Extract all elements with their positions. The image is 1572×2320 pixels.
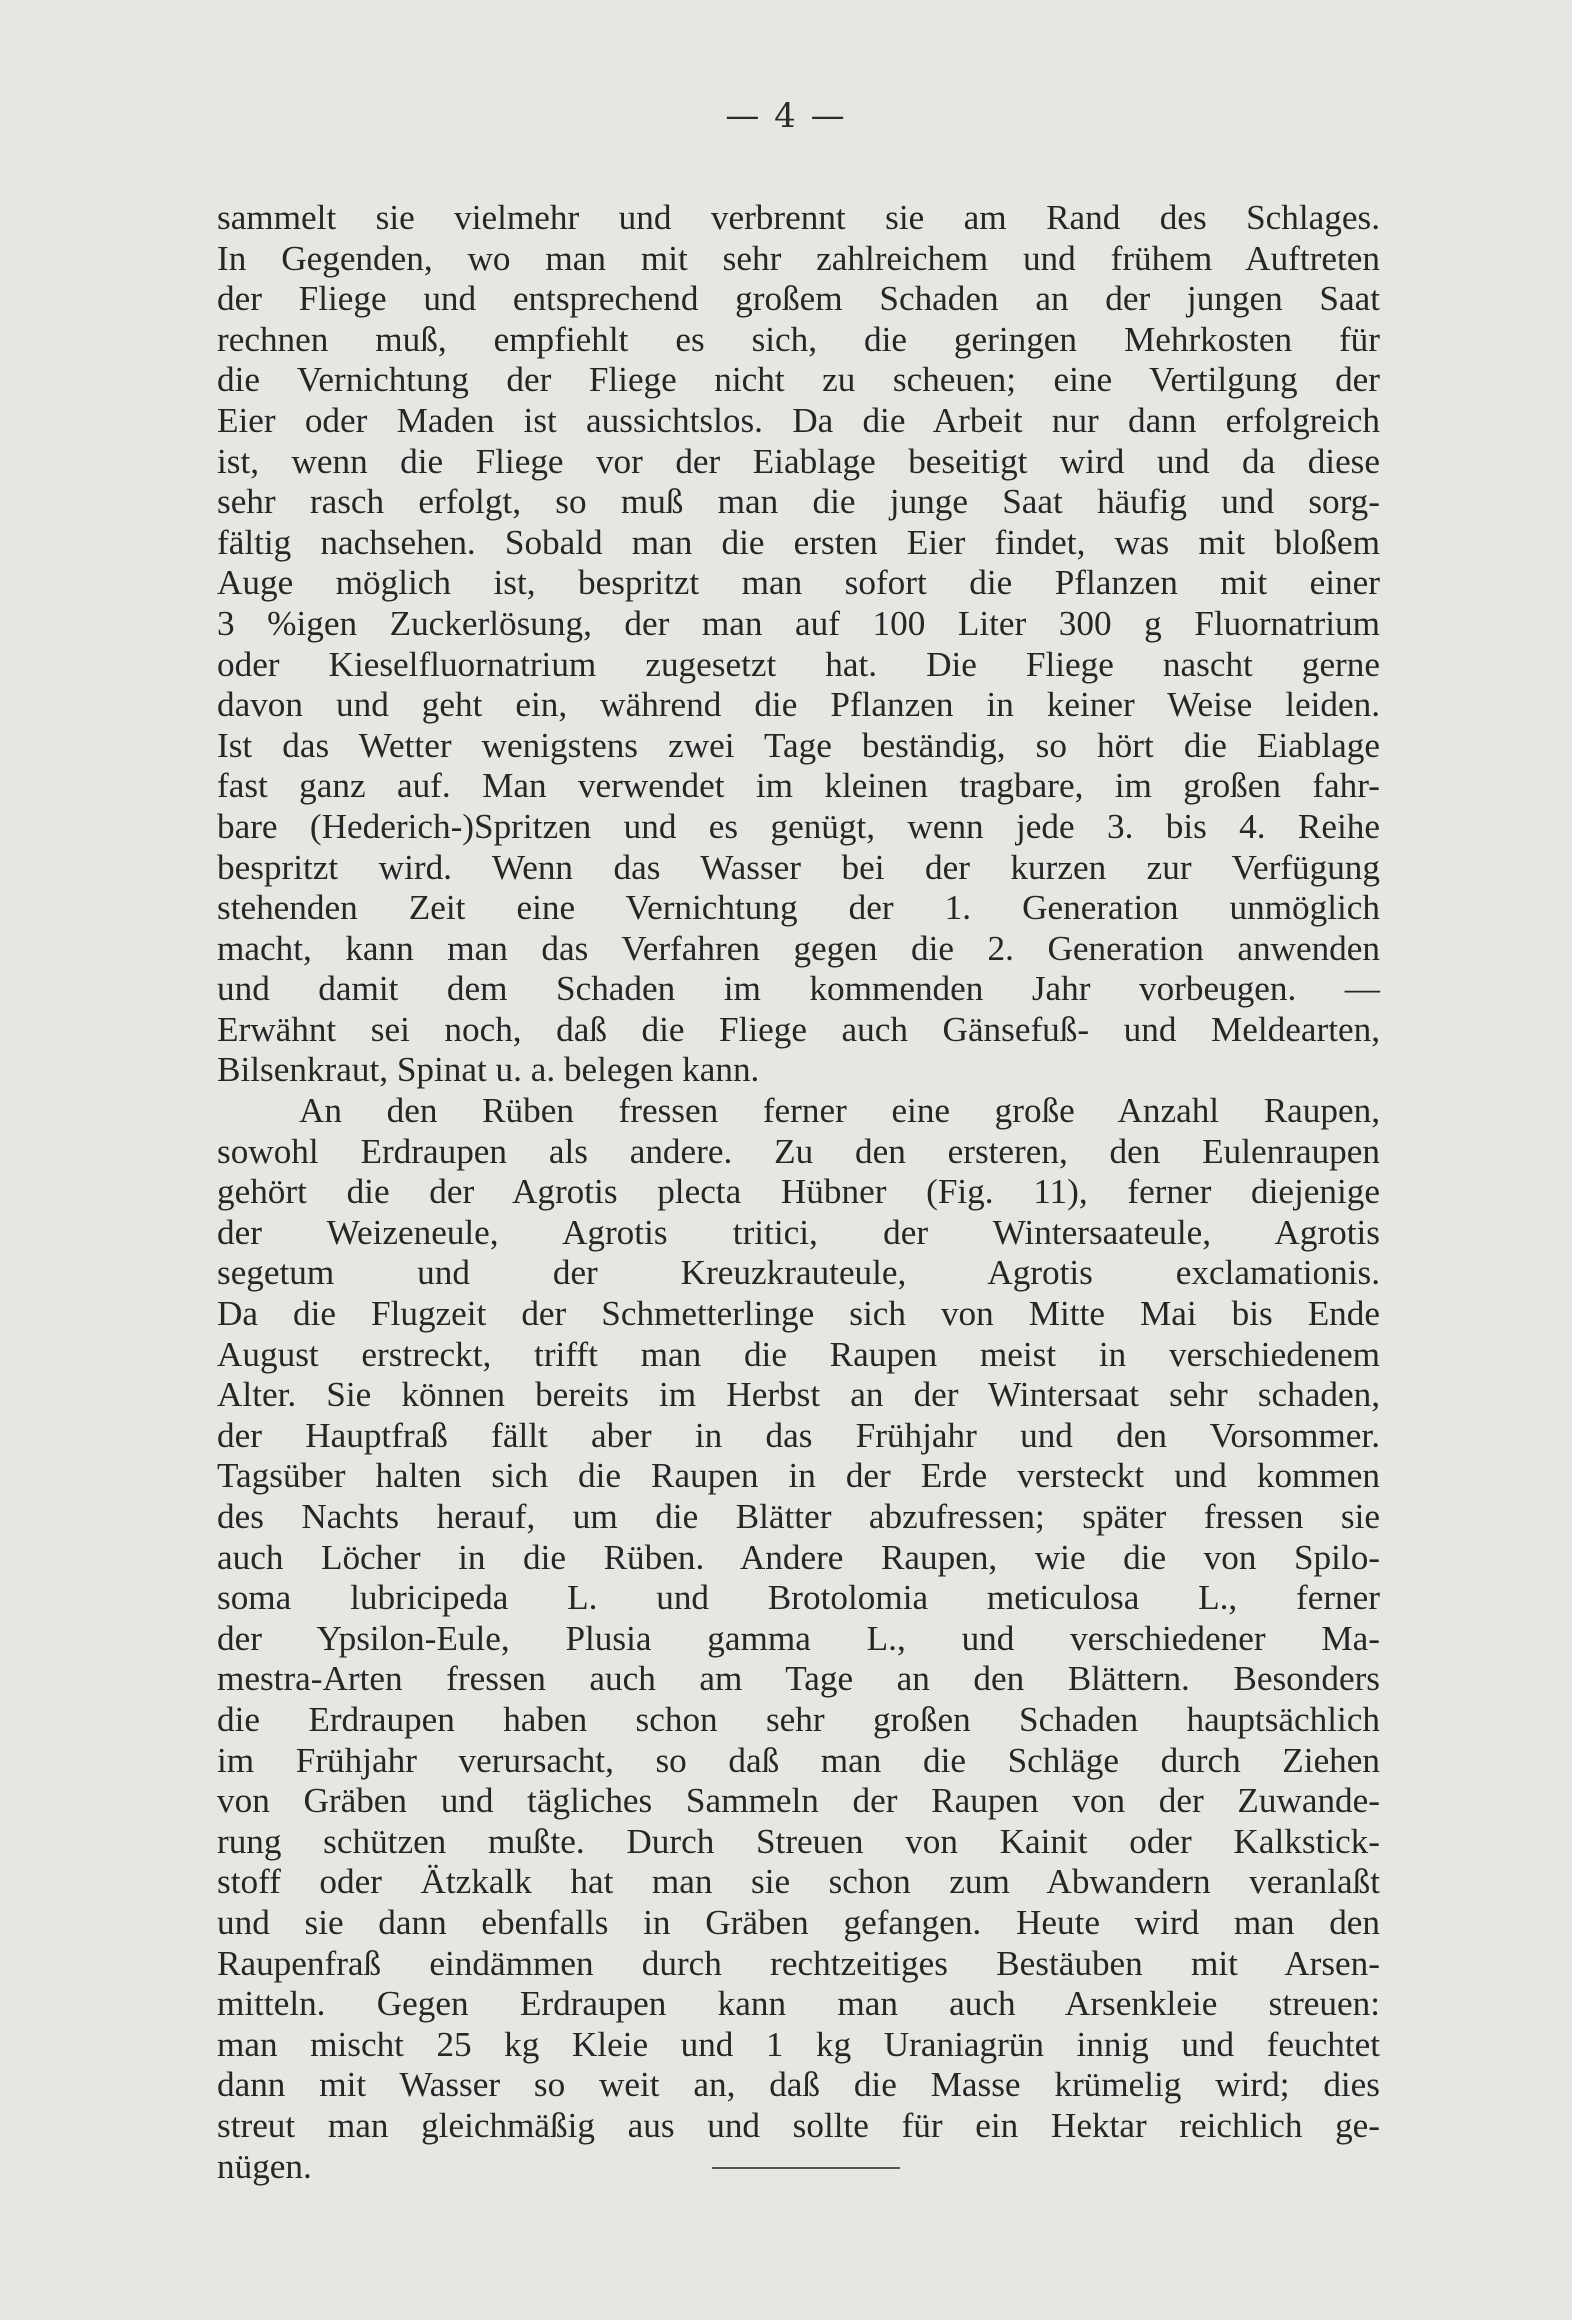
text-line: sehr rasch erfolgt, so muß man die junge Saat häufig und sorg- [217,482,1380,522]
text-line: Eier oder Maden ist aussichtslos. Da die Arbeit nur dann erfolgreich [217,400,1380,440]
paragraph-end-line: Bilsenkraut, Spinat u. a. belegen kann. [217,1050,760,1090]
text-line: bare (Hederich-)Spritzen und es genügt, wenn jede 3. bis 4. Reihe [217,806,1380,846]
text-line: der Hauptfraß fällt aber in das Frühjahr und den Vorsommer. [217,1415,1380,1455]
text-line: ist, wenn die Fliege vor der Eiablage beseitigt wird und da diese [217,441,1380,481]
text-line: gehört die der Agrotis plecta Hübner (Fig. 11), ferner diejenige [217,1172,1380,1212]
text-line: Erwähnt sei noch, daß die Fliege auch Gänsefuß- und Meldearten, [217,1009,1380,1049]
paragraph-end-line: nügen. [217,2146,312,2186]
text-line: rechnen muß, empfiehlt es sich, die geringen Mehrkosten für [217,319,1380,359]
text-line: sowohl Erdraupen als andere. Zu den ersteren, den Eulenraupen [217,1131,1380,1171]
text-line: und damit dem Schaden im kommenden Jahr vorbeugen. — [217,969,1380,1009]
text-line: Da die Flugzeit der Schmetterlinge sich von Mitte Mai bis Ende [217,1294,1380,1334]
text-line: streut man gleichmäßig aus und sollte für ein Hektar reichlich ge- [217,2105,1380,2145]
body-text [217,198,1380,2187]
text-line: August erstreckt, trifft man die Raupen meist in verschiedenem [217,1334,1380,1374]
text-line: rung schützen mußte. Durch Streuen von Kainit oder Kalkstick- [217,1821,1380,1861]
text-line: mestra-Arten fressen auch am Tage an den Blättern. Besonders [217,1659,1380,1699]
text-line: fältig nachsehen. Sobald man die ersten Eier findet, was mit bloßem [217,522,1380,562]
page-number: — 4 — [725,96,847,136]
text-line: der Ypsilon-Eule, Plusia gamma L., und verschiedener Ma- [217,1618,1380,1658]
text-line: stoff oder Ätzkalk hat man sie schon zum Abwandern veranlaßt [217,1862,1380,1902]
text-line: der Weizeneule, Agrotis tritici, der Wintersaateule, Agrotis [217,1212,1380,1252]
text-line: man mischt 25 kg Kleie und 1 kg Uraniagrün innig und feuchtet [217,2024,1380,2064]
paragraph-start-line: An den Rüben fressen ferner eine große Anzahl Raupen, [299,1091,1380,1131]
text-line: Ist das Wetter wenigstens zwei Tage beständig, so hört die Eiablage [217,725,1380,765]
text-line: oder Kieselfluornatrium zugesetzt hat. Die Fliege nascht gerne [217,644,1380,684]
text-line: die Vernichtung der Fliege nicht zu scheuen; eine Vertilgung der [217,360,1380,400]
footer-rule [712,2167,900,2169]
text-line: sammelt sie vielmehr und verbrennt sie am Rand des Schlages. [217,198,1380,237]
text-line: segetum und der Kreuzkrauteule, Agrotis exclamationis. [217,1253,1380,1293]
text-line: dann mit Wasser so weit an, daß die Masse krümelig wird; dies [217,2065,1380,2105]
text-line: Auge möglich ist, bespritzt man sofort die Pflanzen mit einer [217,563,1380,603]
text-line: soma lubricipeda L. und Brotolomia meticulosa L., ferner [217,1578,1380,1618]
text-line: 3 %igen Zuckerlösung, der man auf 100 Liter 300 g Fluornatrium [217,603,1380,643]
text-line: der Fliege und entsprechend großem Schaden an der jungen Saat [217,279,1380,319]
text-line: mitteln. Gegen Erdraupen kann man auch Arsenkleie streuen: [217,1984,1380,2024]
text-line: von Gräben und tägliches Sammeln der Raupen von der Zuwande- [217,1781,1380,1821]
text-line: davon und geht ein, während die Pflanzen in keiner Weise leiden. [217,685,1380,725]
text-line: des Nachts herauf, um die Blätter abzufressen; später fressen sie [217,1497,1380,1536]
text-line: Raupenfraß eindämmen durch rechtzeitiges Bestäuben mit Arsen- [217,1943,1380,1983]
text-line: Tagsüber halten sich die Raupen in der Erde versteckt und kommen [217,1456,1380,1496]
text-line: auch Löcher in die Rüben. Andere Raupen, wie die von Spilo- [217,1537,1380,1577]
text-line: bespritzt wird. Wenn das Wasser bei der kurzen zur Verfügung [217,847,1380,887]
text-line: die Erdraupen haben schon sehr großen Schaden hauptsächlich [217,1699,1380,1739]
text-line: im Frühjahr verursacht, so daß man die Schläge durch Ziehen [217,1740,1380,1780]
text-line: macht, kann man das Verfahren gegen die 2. Generation anwenden [217,928,1380,968]
text-line: Alter. Sie können bereits im Herbst an der Wintersaat sehr schaden, [217,1375,1380,1415]
text-line: fast ganz auf. Man verwendet im kleinen tragbare, im großen fahr- [217,766,1380,806]
text-line: In Gegenden, wo man mit sehr zahlreichem und frühem Auftreten [217,238,1380,278]
text-line: und sie dann ebenfalls in Gräben gefangen. Heute wird man den [217,1902,1380,1942]
text-line: stehenden Zeit eine Vernichtung der 1. Generation unmöglich [217,888,1380,928]
